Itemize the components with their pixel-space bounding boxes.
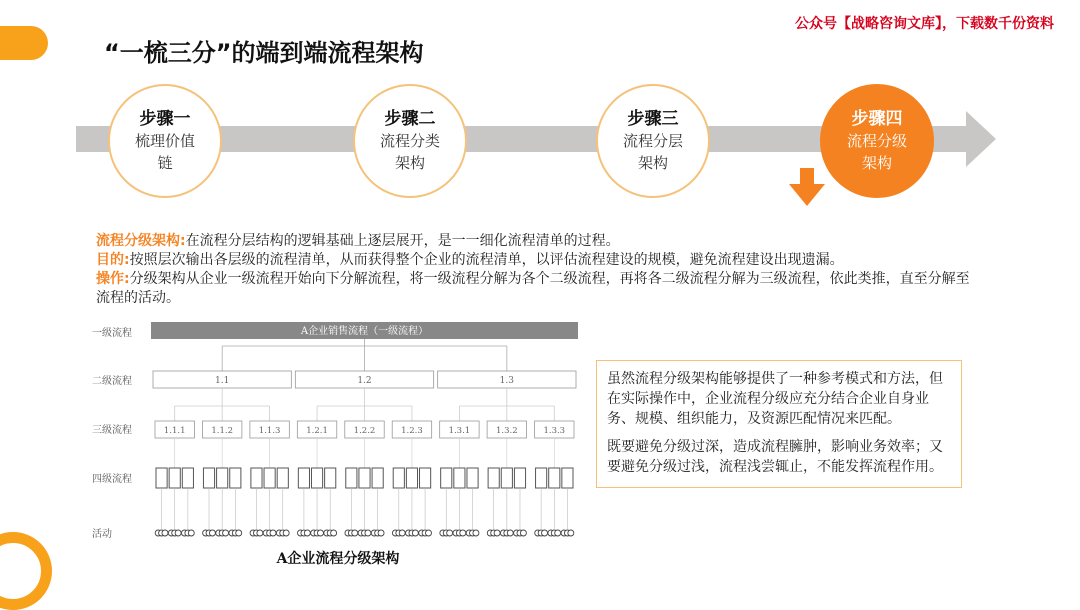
step-circle-3: [596, 84, 710, 198]
row-label: 二级流程: [92, 376, 132, 387]
activity-node: [236, 530, 242, 536]
activity-node: [209, 530, 215, 536]
level2-label: 1.3: [499, 376, 514, 386]
level3-label: 1.2.2: [353, 426, 376, 436]
level4-box: [156, 468, 167, 488]
activity-node: [257, 530, 263, 536]
level4-box: [420, 468, 431, 488]
level4-box: [311, 468, 322, 488]
activity-node: [365, 530, 371, 536]
activity-node: [494, 530, 500, 536]
level3-label: 1.3.2: [496, 426, 518, 436]
level4-box: [346, 468, 357, 488]
note-box: [596, 360, 962, 488]
step-title: 步骤一: [139, 109, 191, 129]
activity-node: [331, 530, 337, 536]
activity-node: [412, 530, 418, 536]
step-circle-1: [108, 84, 222, 198]
activity-node: [507, 530, 513, 536]
activity-node: [555, 530, 561, 536]
activity-node: [270, 530, 276, 536]
process-arrow-head: [966, 111, 996, 167]
decorative-tab: [0, 26, 48, 60]
activity-node: [175, 530, 181, 536]
hierarchy-diagram: [88, 318, 588, 568]
description-line-3: 操作:分级架构从企业一级流程开始向下分解流程，将一级流程分解为各个二级流程，再将各二级流程分解为三级流程，依此类推，直至分解至流程的活动。: [96, 271, 970, 306]
level4-box: [514, 468, 525, 488]
level4-box: [325, 468, 336, 488]
activity-node: [520, 530, 526, 536]
page-title: “一梳三分”的端到端流程架构: [104, 39, 424, 67]
level3-label: 1.1.1: [163, 426, 186, 436]
activity-node: [352, 530, 358, 536]
step-desc: 流程分级架构: [846, 132, 907, 172]
level3-label: 1.3.3: [543, 426, 566, 436]
level4-box: [203, 468, 214, 488]
level4-box: [372, 468, 383, 488]
level4-box: [264, 468, 275, 488]
level2-label: 1.2: [357, 376, 372, 386]
level4-box: [406, 468, 417, 488]
step-desc: 流程分层架构: [622, 132, 683, 172]
activity-node: [223, 530, 229, 536]
level3-label: 1.1.3: [258, 426, 281, 436]
activity-node: [317, 530, 323, 536]
level4-box: [501, 468, 512, 488]
activity-node: [304, 530, 310, 536]
level2-label: 1.1: [215, 376, 230, 386]
step-desc: 梳理价值链: [134, 132, 195, 172]
step-title: 步骤二: [384, 109, 436, 129]
level4-box: [169, 468, 180, 488]
decorative-ring: [0, 532, 52, 610]
activity-node: [162, 530, 168, 536]
level3-label: 1.3.1: [448, 426, 471, 436]
level4-box: [549, 468, 560, 488]
down-arrow-icon: [789, 168, 825, 208]
description-line-2: 目的:按照层次输出各层级的流程清单，从而获得整个企业的流程清单，以评估流程建设的规模，避免流程建设出现遗漏。: [96, 252, 844, 268]
banner-text: 公众号【战略咨询文库】，下载数千份资料: [795, 16, 1054, 32]
step-title: 步骤三: [627, 109, 679, 129]
level3-label: 1.2.3: [401, 426, 423, 436]
activity-node: [399, 530, 405, 536]
level4-box: [393, 468, 404, 488]
level3-label: 1.2.1: [306, 426, 328, 436]
row-label: 三级流程: [92, 425, 132, 436]
level4-box: [359, 468, 370, 488]
diagram-caption: A企业流程分级架构: [276, 551, 400, 567]
activity-node: [568, 530, 574, 536]
note-paragraph-2: 既要避免分级过深，造成流程臃肿，影响业务效率；又要避免分级过浅，流程浅尝辄止，不能发挥流程作用。: [607, 439, 943, 475]
level4-box: [251, 468, 262, 488]
level4-box: [277, 468, 288, 488]
level4-box: [454, 468, 465, 488]
description-line-1: 流程分级架构:在流程分层结构的逻辑基础上逐层展开，是一一细化流程清单的过程。: [96, 233, 620, 249]
level4-box: [562, 468, 573, 488]
level4-box: [488, 468, 499, 488]
step-title: 步骤四: [851, 109, 903, 129]
row-label: 四级流程: [92, 474, 132, 485]
activity-node: [447, 530, 453, 536]
level4-box: [217, 468, 228, 488]
level4-box: [441, 468, 452, 488]
activity-node: [378, 530, 384, 536]
note-paragraph-1: 虽然流程分级架构能够提供了一种参考模式和方法，但在实际操作中，企业流程分级应充分结合企业自身业务、规模、组织能力，及资源匹配情况来匹配。: [607, 371, 943, 427]
row-label: 一级流程: [92, 328, 132, 339]
level1-label: A企业销售流程（一级流程）: [300, 326, 429, 337]
activity-node: [283, 530, 289, 536]
description-block: [96, 232, 976, 308]
activity-node: [188, 530, 194, 536]
level4-box: [230, 468, 241, 488]
level3-label: 1.1.2: [211, 426, 233, 436]
row-label: 活动: [92, 529, 112, 540]
level4-box: [182, 468, 193, 488]
step-circle-4-active: [820, 84, 934, 198]
level4-box: [536, 468, 547, 488]
activity-node: [460, 530, 466, 536]
activity-node: [542, 530, 548, 536]
activity-node: [473, 530, 479, 536]
step-desc: 流程分类架构: [379, 132, 440, 172]
level4-box: [467, 468, 478, 488]
step-circle-2: [353, 84, 467, 198]
level4-box: [298, 468, 309, 488]
activity-node: [425, 530, 431, 536]
